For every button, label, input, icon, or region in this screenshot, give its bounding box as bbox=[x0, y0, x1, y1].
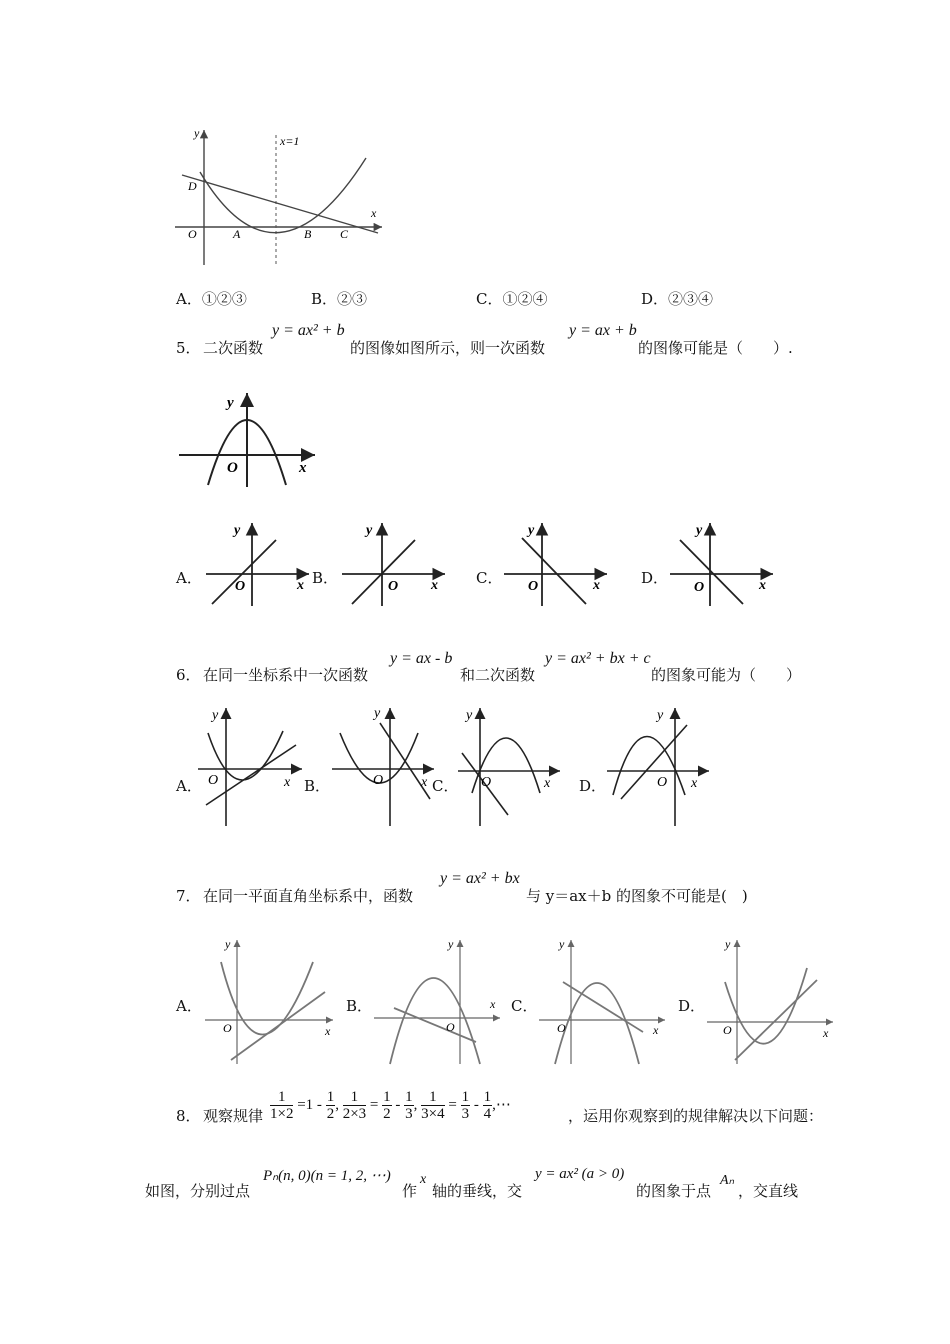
svg-text:y: y bbox=[366, 523, 373, 538]
label-c: C bbox=[340, 227, 349, 241]
label-d: D bbox=[188, 179, 197, 193]
q5-option-c: C． bbox=[476, 569, 503, 587]
q8-pattern-formula: $\frac{1}{1\times 2}$ =1 - $\frac{1}{2}$ , $\frac{1}{2\times 3}$ = $\frac{1}{2}$ - $\frac{1}{3}$ , $\frac{1}{3\times 4}$ = $\frac{1}{3}$ - $\frac{1}{4}$ ,⋯ bbox=[270, 1089, 511, 1122]
svg-text:O: O bbox=[657, 775, 668, 790]
q6-option-c-graph bbox=[456, 703, 564, 828]
label-x: x bbox=[371, 206, 377, 220]
q4-option-c: C．①②④ bbox=[476, 290, 548, 308]
q5-option-a-graph bbox=[204, 518, 314, 608]
q8-line2-d: 的图象于点 bbox=[636, 1182, 712, 1200]
svg-text:O: O bbox=[557, 1021, 566, 1035]
q7-option-d: D． bbox=[678, 997, 706, 1015]
svg-text:y: y bbox=[234, 523, 241, 538]
q5-option-a: A． bbox=[176, 569, 202, 587]
q8-line2-e: ，交直线 bbox=[738, 1182, 799, 1200]
svg-text:x: x bbox=[544, 776, 551, 791]
svg-text:x: x bbox=[297, 578, 304, 593]
svg-text:x: x bbox=[490, 997, 496, 1011]
q5-text-1: 二次函数 bbox=[203, 339, 264, 357]
q6-option-a: A． bbox=[176, 777, 202, 795]
q6-option-a-graph bbox=[198, 703, 306, 828]
svg-text:O: O bbox=[223, 1021, 232, 1035]
q5-text-3: 的图像可能是（ ）. bbox=[638, 339, 793, 357]
svg-text:y: y bbox=[696, 523, 703, 538]
svg-text:y: y bbox=[725, 937, 731, 951]
q5-eq-1: y = ax² + b bbox=[272, 322, 345, 339]
q6-option-d-graph bbox=[605, 703, 713, 828]
q6-option-b: B． bbox=[304, 777, 331, 795]
svg-text:O: O bbox=[446, 1020, 455, 1034]
q7-text-2: 与 y＝ax＋b 的图象不可能是( ) bbox=[526, 887, 748, 905]
q5-option-c-graph bbox=[502, 518, 612, 608]
q5-parabola-graph bbox=[175, 385, 325, 490]
q5-option-b-graph bbox=[340, 518, 450, 608]
q5-eq-2: y = ax + b bbox=[569, 322, 637, 339]
q7-option-c: C． bbox=[511, 997, 538, 1015]
q7-option-d-graph bbox=[705, 932, 840, 1067]
svg-text:O: O bbox=[235, 579, 246, 594]
q4-graph bbox=[170, 120, 390, 270]
svg-text:x: x bbox=[431, 578, 438, 593]
label-a: A bbox=[233, 227, 241, 241]
q7-option-b-graph bbox=[372, 932, 507, 1067]
q6-text-1: 在同一坐标系中一次函数 bbox=[203, 666, 369, 684]
q8-text-1: 观察规律 bbox=[203, 1107, 264, 1125]
svg-text:y: y bbox=[528, 523, 535, 538]
q5-number: 5． bbox=[176, 339, 201, 357]
q8-line2-b: 作 bbox=[402, 1182, 418, 1200]
svg-text:O: O bbox=[208, 773, 219, 788]
svg-text:x: x bbox=[653, 1023, 659, 1037]
q7-text-1: 在同一平面直角坐标系中，函数 bbox=[203, 887, 414, 905]
svg-text:y: y bbox=[212, 708, 219, 723]
q7-option-a: A． bbox=[176, 997, 202, 1015]
svg-text:x: x bbox=[325, 1024, 331, 1038]
label-x: x bbox=[299, 460, 307, 476]
q6-option-c: C． bbox=[432, 777, 459, 795]
q6-eq-2: y = ax² + bx + c bbox=[545, 650, 651, 667]
q8-line2-c: 轴的垂线，交 bbox=[432, 1182, 523, 1200]
svg-text:y: y bbox=[448, 937, 454, 951]
q8-point-pn: Pₙ(n, 0)(n = 1, 2, ⋯) bbox=[263, 1168, 391, 1184]
label-y: y bbox=[227, 395, 234, 411]
q7-number: 7． bbox=[176, 887, 201, 905]
q8-x: x bbox=[420, 1172, 427, 1187]
q7-option-b: B． bbox=[346, 997, 373, 1015]
q4-option-a: A．①②③ bbox=[176, 290, 247, 308]
q5-option-b: B． bbox=[312, 569, 339, 587]
svg-text:y: y bbox=[559, 937, 565, 951]
q5-option-d: D． bbox=[641, 569, 669, 587]
label-x-eq-1: x=1 bbox=[280, 134, 300, 148]
q7-eq-1: y = ax² + bx bbox=[440, 870, 520, 887]
svg-text:O: O bbox=[723, 1023, 732, 1037]
svg-text:x: x bbox=[284, 775, 291, 790]
svg-text:y: y bbox=[466, 708, 473, 723]
svg-text:x: x bbox=[421, 775, 428, 790]
q6-eq-1: y = ax - b bbox=[390, 650, 453, 667]
q8-tail: ，运用你观察到的规律解决以下问题： bbox=[568, 1107, 824, 1125]
q6-text-2: 和二次函数 bbox=[460, 666, 536, 684]
svg-text:O: O bbox=[373, 773, 384, 788]
q8-number: 8． bbox=[176, 1107, 201, 1125]
q5-text-2: 的图像如图所示，则一次函数 bbox=[350, 339, 546, 357]
q5-option-d-graph bbox=[668, 518, 778, 608]
q6-text-3: 的图象可能为（ ） bbox=[651, 666, 802, 684]
q6-option-d: D． bbox=[579, 777, 607, 795]
svg-text:O: O bbox=[694, 580, 705, 595]
q8-an: Aₙ bbox=[720, 1173, 735, 1188]
q4-option-b: B．②③ bbox=[311, 290, 368, 308]
q7-option-c-graph bbox=[537, 932, 672, 1067]
svg-text:y: y bbox=[225, 937, 231, 951]
q7-option-a-graph bbox=[203, 932, 338, 1067]
svg-text:x: x bbox=[759, 578, 766, 593]
svg-text:y: y bbox=[657, 708, 664, 723]
label-o: O bbox=[188, 227, 197, 241]
q8-eq: y = ax² (a > 0) bbox=[535, 1166, 625, 1182]
label-o: O bbox=[227, 460, 238, 476]
label-b: B bbox=[304, 227, 312, 241]
svg-text:x: x bbox=[691, 776, 698, 791]
q8-line2-a: 如图，分别过点 bbox=[145, 1182, 251, 1200]
q6-option-b-graph bbox=[330, 703, 438, 828]
q4-option-d: D．②③④ bbox=[641, 290, 714, 308]
svg-text:O: O bbox=[528, 579, 539, 594]
svg-text:O: O bbox=[388, 579, 399, 594]
label-y: y bbox=[194, 126, 200, 140]
svg-text:x: x bbox=[593, 578, 600, 593]
svg-text:x: x bbox=[823, 1026, 829, 1040]
svg-text:O: O bbox=[481, 775, 492, 790]
q6-number: 6． bbox=[176, 666, 201, 684]
svg-text:y: y bbox=[374, 706, 381, 721]
